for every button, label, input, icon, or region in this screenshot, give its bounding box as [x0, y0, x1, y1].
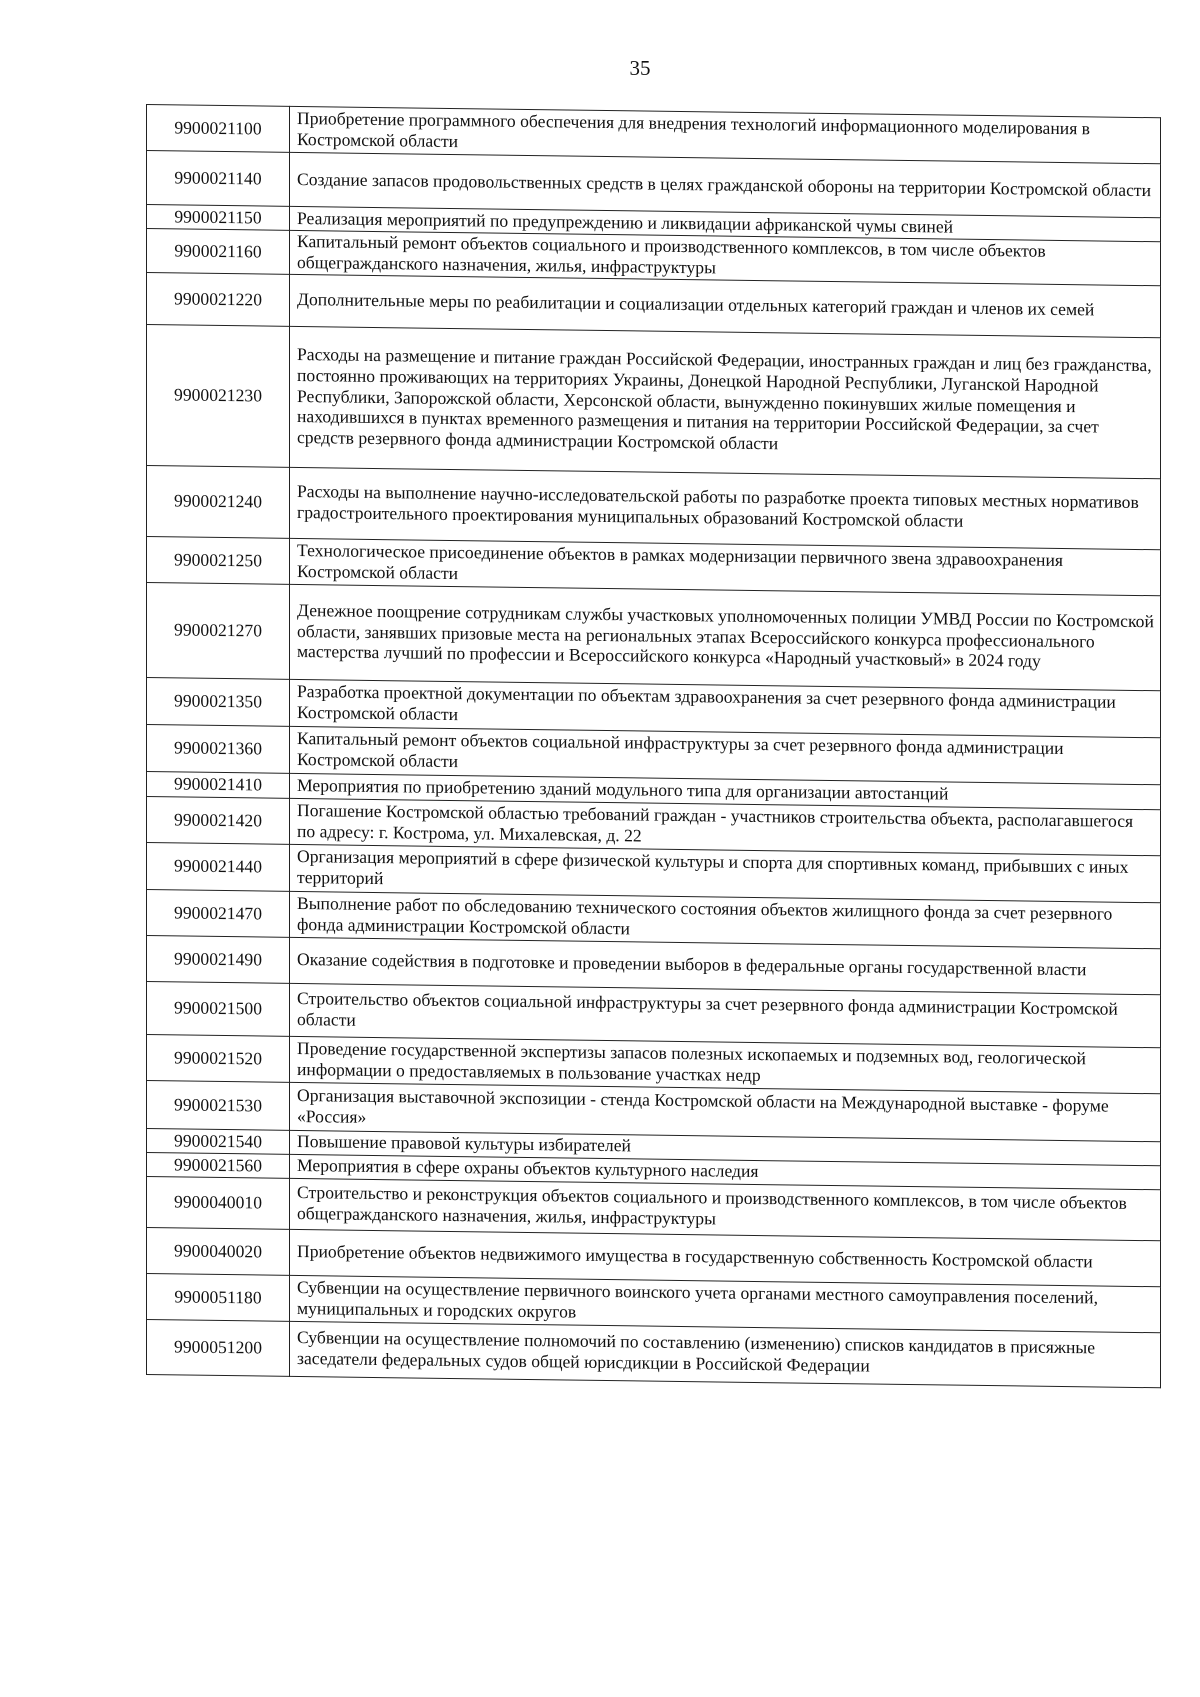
row-name-cell: Дополнительные меры по реабилитации и социализации отдельных категорий граждан и членов их семей: [290, 274, 1161, 337]
budget-classification-table: [146, 104, 1161, 1388]
row-name-cell: Расходы на выполнение научно-исследовательской работы по разработке проекта типовых местных нормативов градостроительного проектирования муниципальных образований Костромской области: [290, 467, 1161, 549]
row-code-cell: 9900021410: [147, 771, 290, 798]
table-row: [147, 465, 1161, 549]
row-name-cell: Расходы на размещение и питание граждан Российской Федерации, иностранных граждан и лиц без гражданства, постоянно проживающих на территориях Украины, Донецкой Народной Республики, Луганской Народной Республики, Запорожской области, Херсонской области, вынужденно покинувших жилые помещения и находившихся в пунктах временного размещения и питания на территории Российской Федерации, за счет средств резервного фонда администрации Костромской области: [290, 326, 1161, 478]
table-row: [147, 582, 1161, 690]
row-code-cell: 9900051200: [147, 1319, 290, 1376]
row-name-cell: Субвенции на осуществление полномочий по составлению (изменению) списков кандидатов в присяжные заседатели федеральных судов общей юрисдикции в Российской Федерации: [290, 1321, 1161, 1387]
row-name-cell: Приобретение программного обеспечения для внедрения технологий информационного моделирования в Костромской области: [290, 106, 1161, 163]
row-name-cell: Разработка проектной документации по объектам здравоохранения за счет резервного фонда администрации Костромской области: [290, 679, 1161, 737]
budget-classification-table-wrapper: [146, 104, 1160, 1388]
row-name-cell: Капитальный ремонт объектов социальной инфраструктуры за счет резервного фонда администрации Костромской области: [290, 726, 1161, 784]
row-code-cell: 9900021160: [147, 229, 290, 274]
row-name-cell: Технологическое присоединение объектов в рамках модернизации первичного звена здравоохранения Костромской области: [290, 538, 1161, 595]
page-number: 35: [629, 56, 651, 80]
row-code-cell: 9900021440: [147, 842, 290, 891]
row-code-cell: 9900021150: [147, 205, 290, 231]
row-code-cell: 9900021530: [147, 1080, 290, 1130]
row-code-cell: 9900040010: [147, 1176, 290, 1229]
row-name-cell: Организация выставочной экспозиции - стенда Костромской области на Международной выставке - форуме «Россия»: [290, 1082, 1161, 1141]
row-code-cell: 9900021230: [147, 324, 290, 467]
row-code-cell: 9900021560: [147, 1152, 290, 1178]
row-name-cell: Строительство объектов социальной инфраструктуры за счет резервного фонда администрации Костромской области: [290, 983, 1161, 1047]
table-row: [147, 324, 1161, 478]
row-code-cell: 9900021140: [147, 151, 290, 207]
row-code-cell: 9900021350: [147, 677, 290, 726]
row-code-cell: 9900021220: [147, 272, 290, 326]
row-code-cell: 9900021540: [147, 1128, 290, 1154]
row-code-cell: 9900021420: [147, 796, 290, 844]
row-name-cell: Приобретение объектов недвижимого имущества в государственную собственность Костромской области: [290, 1229, 1161, 1286]
row-name-cell: Выполнение работ по обследованию технического состояния объектов жилищного фонда за счет резервного фонда администрации Костромской области: [290, 891, 1161, 948]
row-name-cell: Реализация мероприятий по предупреждению и ликвидации африканской чумы свиней: [290, 206, 1161, 241]
table-body: [147, 105, 1161, 1388]
row-code-cell: 9900021250: [147, 536, 290, 584]
row-code-cell: 9900040020: [147, 1227, 290, 1275]
row-code-cell: 9900021270: [147, 582, 290, 679]
row-code-cell: 9900021490: [147, 935, 290, 983]
row-name-cell: Мероприятия по приобретению зданий модульного типа для организации автостанций: [290, 773, 1161, 809]
row-code-cell: 9900021240: [147, 465, 290, 538]
row-name-cell: Организация мероприятий в сфере физической культуры и спорта для спортивных команд, прибывших с иных территорий: [290, 844, 1161, 902]
row-name-cell: Строительство и реконструкция объектов социального и производственного комплексов, в том числе объектов общегражданского назначения, жилья, инфраструктуры: [290, 1178, 1161, 1240]
row-name-cell: Мероприятия в сфере охраны объектов культурного наследия: [290, 1154, 1161, 1189]
row-code-cell: 9900021470: [147, 889, 290, 937]
row-name-cell: Создание запасов продовольственных средств в целях гражданской обороны на территории Костромской области: [290, 152, 1161, 217]
row-name-cell: Погашение Костромской областью требований граждан - участников строительства объекта, располагавшегося по адресу: г. Кострома, ул. Михалевская, д. 22: [290, 798, 1161, 855]
row-code-cell: 9900021360: [147, 724, 290, 773]
row-code-cell: 9900021100: [147, 105, 290, 153]
row-code-cell: 9900021500: [147, 981, 290, 1036]
row-name-cell: Проведение государственной экспертизы запасов полезных ископаемых и подземных вод, геологической информации о предоставляемых в пользование участках недр: [290, 1036, 1161, 1093]
row-name-cell: Оказание содействия в подготовке и проведении выборов в федеральные органы государственной власти: [290, 937, 1161, 994]
row-name-cell: Денежное поощрение сотрудникам службы участковых уполномоченных полиции УМВД России по Костромской области, занявших призовые места на региональных этапах Всероссийского конкурса профессионального мастерства лучший по профессии и Всероссийского конкурса «Народный участковый» в 2024 году: [290, 584, 1161, 690]
row-name-cell: Субвенции на осуществление первичного воинского учета органами местного самоуправления поселений, муниципальных и городских округов: [290, 1275, 1161, 1332]
row-code-cell: 9900021520: [147, 1034, 290, 1082]
row-name-cell: Повышение правовой культуры избирателей: [290, 1130, 1161, 1165]
row-code-cell: 9900051180: [147, 1273, 290, 1321]
row-name-cell: Капитальный ремонт объектов социального и производственного комплексов, в том числе объектов общегражданского назначения, жилья, инфраструктуры: [290, 230, 1161, 285]
